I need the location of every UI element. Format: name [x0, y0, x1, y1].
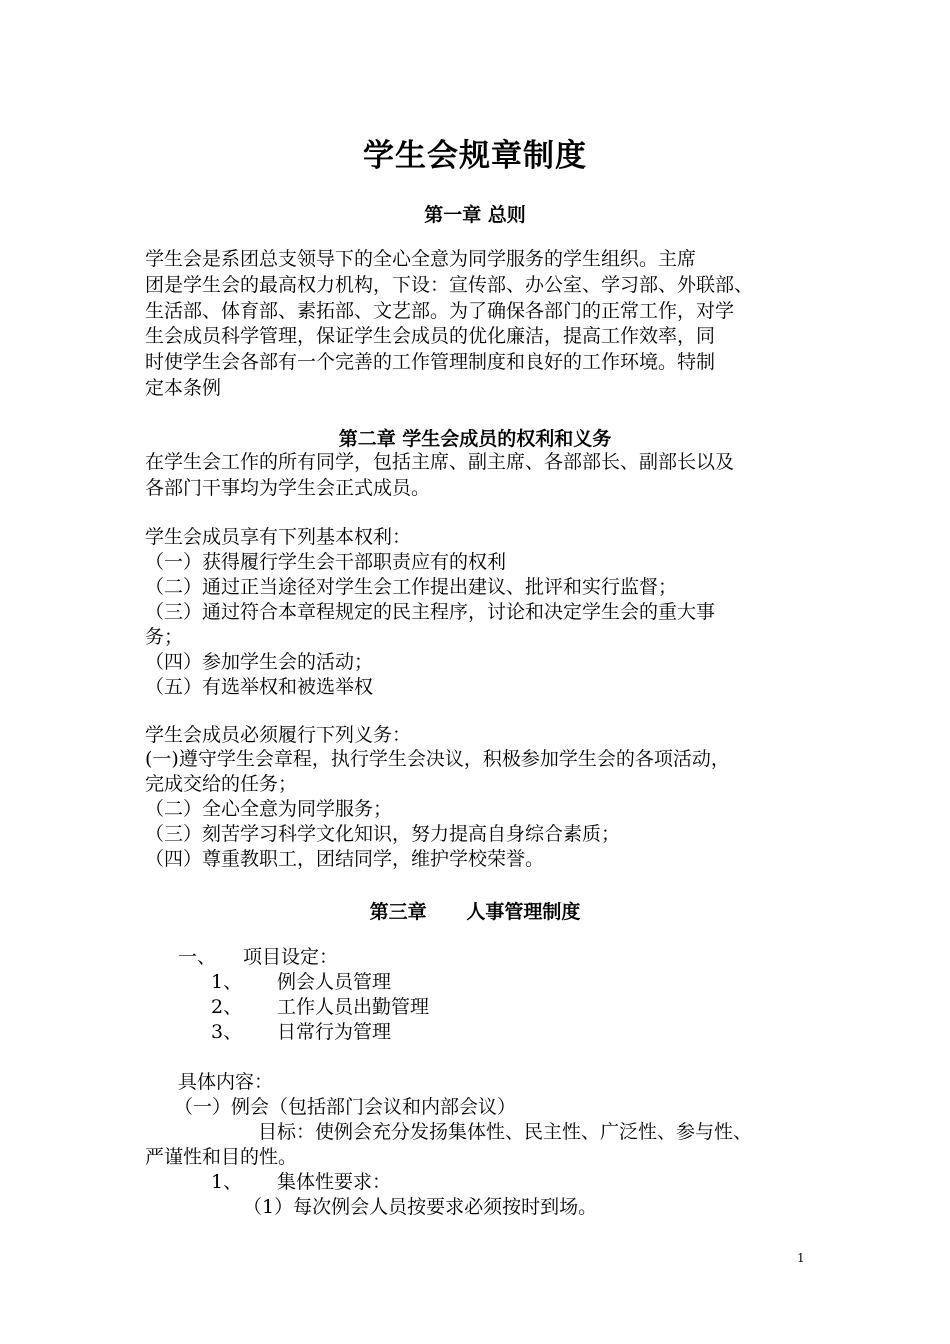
rights-item: 务；: [145, 626, 184, 648]
document-title: 学生会规章制度: [363, 138, 587, 174]
requirement-label: 集体性要求：: [277, 1171, 392, 1193]
duties-item: 完成交给的任务；: [145, 773, 298, 795]
chapter3-heading: 第三章 人事管理制度: [369, 901, 581, 923]
duties-item: （四）尊重教职工，团结同学，维护学校荣誉。: [145, 848, 545, 870]
subitem-number: 1、: [211, 971, 243, 993]
subitem-label: 例会人员管理: [277, 971, 392, 993]
item-number: 一、: [178, 946, 217, 968]
chapter1-line: 生会成员科学管理，保证学生会成员的优化廉洁，提高工作效率，同: [145, 325, 716, 347]
chapter1-line: 团是学生会的最高权力机构，下设：宣传部、办公室、学习部、外联部、: [145, 274, 754, 296]
duties-item: （二）全心全意为同学服务；: [145, 798, 393, 820]
chapter1-line: 时使学生会各部有一个完善的工作管理制度和良好的工作环境。特制: [145, 351, 716, 373]
chapter1-line: 定本条例: [145, 377, 222, 399]
chapter2-intro-line: 各部门干事均为学生会正式成员。: [145, 477, 431, 499]
goal-line: 目标：使例会充分发扬集体性、民主性、广泛性、参与性、: [258, 1121, 753, 1143]
subitem-number: 3、: [211, 1021, 243, 1043]
chapter1-line: 学生会是系团总支领导下的全心全意为同学服务的学生组织。主席: [145, 248, 697, 270]
requirement-item: （1）每次例会人员按要求必须按时到场。: [243, 1196, 598, 1218]
subitem-label: 工作人员出勤管理: [277, 996, 430, 1018]
rights-item: （四）参加学生会的活动；: [145, 651, 374, 673]
duties-item: （三）刻苦学习科学文化知识，努力提高自身综合素质；: [145, 823, 621, 845]
chapter1-line: 生活部、体育部、素拓部、文艺部。为了确保各部门的正常工作，对学: [145, 300, 735, 322]
content-title: 具体内容：: [178, 1071, 274, 1093]
rights-item: （一）获得履行学生会干部职责应有的权利: [145, 551, 507, 573]
rights-item: （二）通过正当途径对学生会工作提出建议、批评和实行监督；: [145, 576, 678, 598]
subitem-number: 2、: [211, 996, 243, 1018]
requirement-number: 1、: [211, 1171, 243, 1193]
meeting-title: （一）例会（包括部门会议和内部会议）: [174, 1096, 517, 1118]
chapter2-intro-line: 在学生会工作的所有同学，包括主席、副主席、各部部长、副部长以及: [145, 451, 735, 473]
rights-item: （三）通过符合本章程规定的民主程序，讨论和决定学生会的重大事: [145, 601, 716, 623]
page-number: 1: [797, 1251, 805, 1265]
rights-item: （五）有选举权和被选举权: [145, 676, 374, 698]
rights-title: 学生会成员享有下列基本权利：: [145, 526, 412, 548]
duties-title: 学生会成员必须履行下列义务：: [145, 724, 412, 746]
subitem-label: 日常行为管理: [277, 1021, 392, 1043]
item-label: 项目设定：: [243, 946, 339, 968]
chapter2-heading: 第二章 学生会成员的权利和义务: [338, 428, 612, 450]
chapter1-heading: 第一章 总则: [424, 204, 526, 226]
duties-item: (一)遵守学生会章程，执行学生会决议，积极参加学生会的各项活动，: [145, 748, 730, 770]
goal-line: 严谨性和目的性。: [145, 1146, 298, 1168]
